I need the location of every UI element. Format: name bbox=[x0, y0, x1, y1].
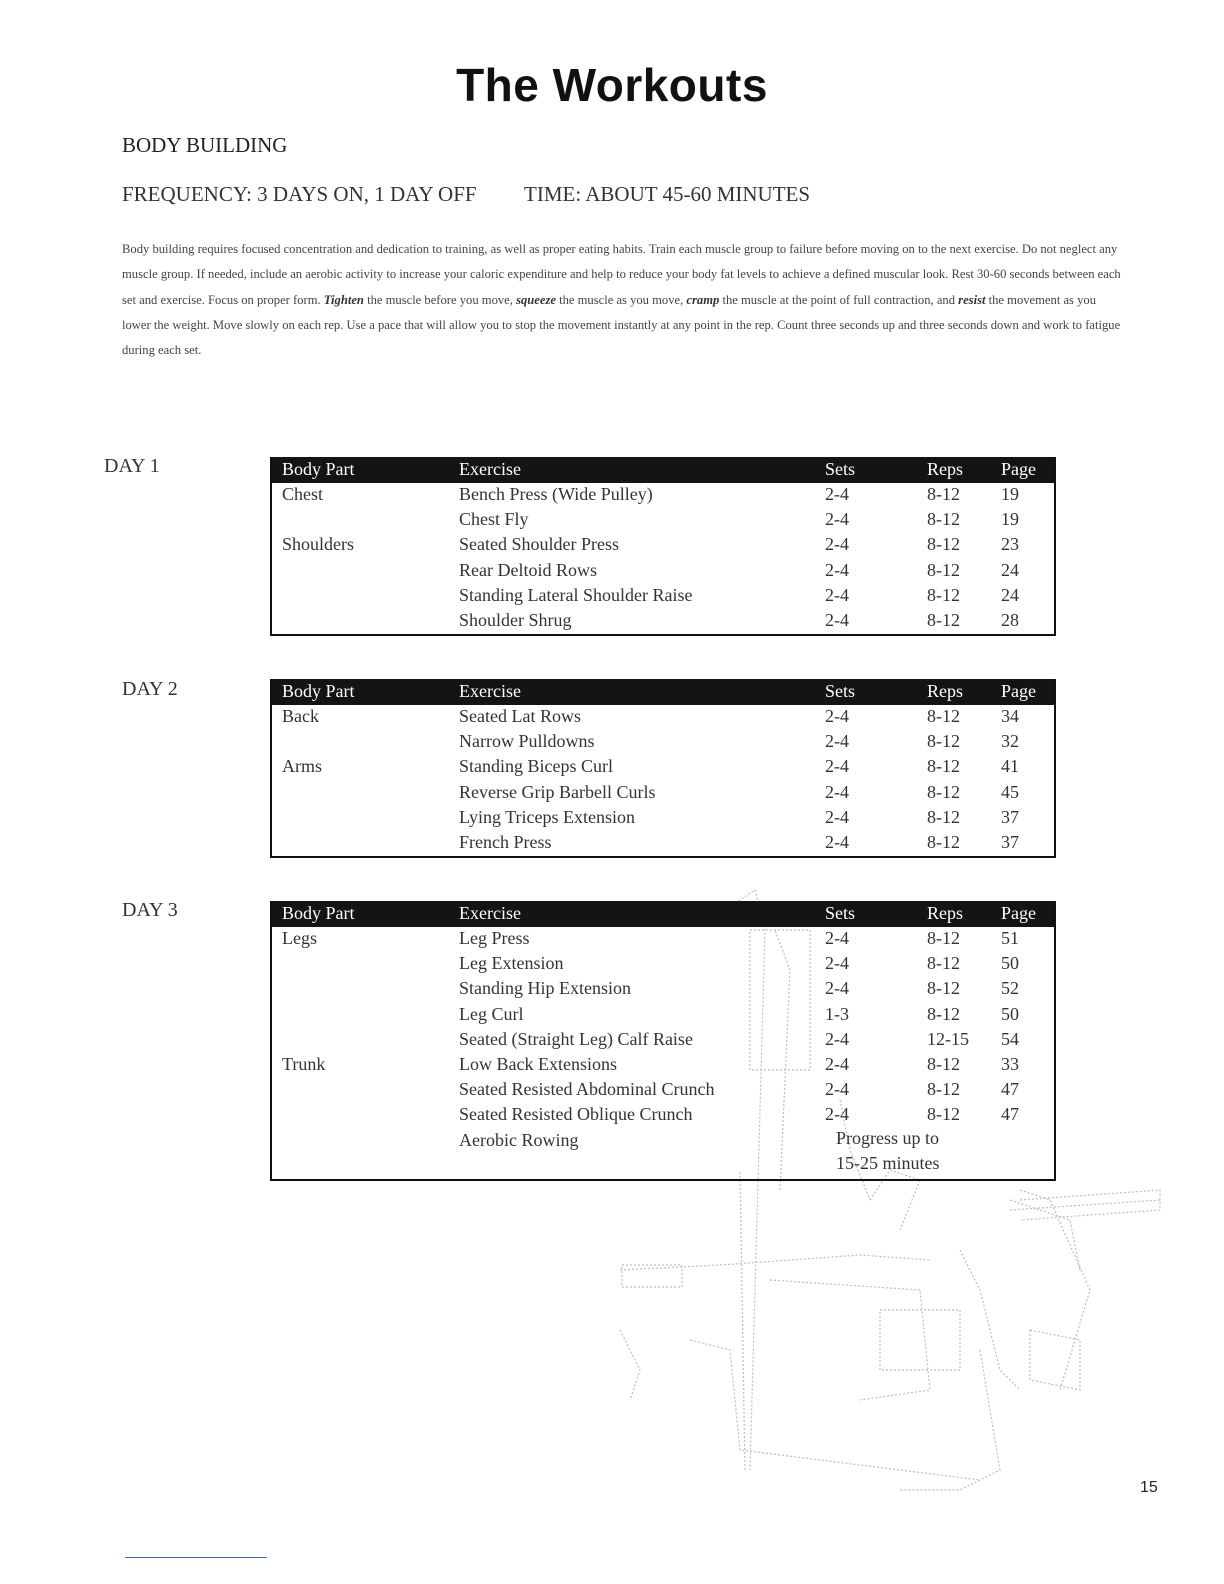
table-row bbox=[272, 508, 1054, 533]
reps-cell: 8-12 bbox=[927, 756, 960, 777]
reps-cell: 8-12 bbox=[927, 1053, 960, 1074]
intro-text: the muscle at the point of full contraction, and bbox=[719, 292, 959, 307]
page-cell: 45 bbox=[1001, 781, 1019, 802]
table-row bbox=[272, 1003, 1054, 1028]
header-reps: Reps bbox=[927, 903, 963, 923]
exercise-cell: Seated (Straight Leg) Calf Raise bbox=[459, 1028, 693, 1049]
sets-cell: 2-4 bbox=[825, 509, 849, 530]
exercise-cell: Narrow Pulldowns bbox=[459, 731, 595, 752]
day-3-label: DAY 3 bbox=[122, 899, 178, 921]
page-cell: 50 bbox=[1001, 1003, 1019, 1024]
intro-text: the muscle before you move, bbox=[363, 292, 517, 307]
table-row bbox=[272, 609, 1054, 634]
body-part-cell: Arms bbox=[282, 756, 322, 777]
header-sets: Sets bbox=[825, 681, 856, 701]
sets-cell: 2-4 bbox=[825, 756, 849, 777]
sets-cell: 2-4 bbox=[825, 928, 849, 948]
page-cell: 19 bbox=[1001, 484, 1019, 504]
emphasis-squeeze: squeeze bbox=[516, 292, 556, 307]
exercise-cell: Standing Biceps Curl bbox=[459, 756, 613, 777]
day-2-table bbox=[270, 679, 1056, 858]
page-cell: 54 bbox=[1001, 1028, 1019, 1049]
duration-note-line: Progress up to bbox=[836, 1127, 939, 1148]
table-row bbox=[272, 533, 1054, 558]
reps-cell: 8-12 bbox=[927, 731, 960, 752]
sets-cell: 2-4 bbox=[825, 706, 849, 726]
page-cell: 51 bbox=[1001, 928, 1019, 948]
reps-cell: 8-12 bbox=[927, 1003, 960, 1024]
table-header bbox=[272, 457, 1054, 483]
day-2-label: DAY 2 bbox=[122, 678, 178, 700]
sets-cell: 2-4 bbox=[825, 953, 849, 974]
exercise-cell: Standing Hip Extension bbox=[459, 978, 631, 999]
time-label: TIME: ABOUT 45-60 MINUTES bbox=[524, 182, 811, 206]
exercise-cell: Chest Fly bbox=[459, 509, 529, 530]
body-part-cell: Legs bbox=[282, 928, 317, 948]
page-cell: 33 bbox=[1001, 1053, 1019, 1074]
exercise-cell: Low Back Extensions bbox=[459, 1053, 617, 1074]
page-cell: 28 bbox=[1001, 609, 1019, 630]
header-reps: Reps bbox=[927, 459, 963, 479]
sets-cell: 2-4 bbox=[825, 831, 849, 852]
sets-cell: 2-4 bbox=[825, 1053, 849, 1074]
reps-cell: 8-12 bbox=[927, 978, 960, 999]
sets-cell: 2-4 bbox=[825, 584, 849, 605]
header-exercise: Exercise bbox=[459, 681, 521, 701]
section-title: BODY BUILDING bbox=[122, 133, 288, 157]
exercise-cell: Seated Resisted Abdominal Crunch bbox=[459, 1079, 715, 1100]
header-sets: Sets bbox=[825, 903, 856, 923]
reps-cell: 8-12 bbox=[927, 1079, 960, 1100]
exercise-cell: Seated Lat Rows bbox=[459, 706, 581, 726]
table-row bbox=[272, 781, 1054, 806]
exercise-cell: Aerobic Rowing bbox=[459, 1129, 579, 1150]
table-row bbox=[272, 927, 1054, 952]
body-part-cell: Trunk bbox=[282, 1053, 326, 1074]
header-sets: Sets bbox=[825, 459, 856, 479]
exercise-cell: Seated Resisted Oblique Crunch bbox=[459, 1104, 693, 1125]
table-row bbox=[272, 730, 1054, 755]
reps-cell: 8-12 bbox=[927, 953, 960, 974]
table-row bbox=[272, 584, 1054, 609]
table-row bbox=[272, 483, 1054, 508]
exercise-cell: Leg Extension bbox=[459, 953, 564, 974]
header-page: Page bbox=[1001, 903, 1036, 923]
intro-text: the muscle as you move, bbox=[555, 292, 687, 307]
exercise-cell: Bench Press (Wide Pulley) bbox=[459, 484, 653, 504]
exercise-cell: Leg Press bbox=[459, 928, 530, 948]
footer-rule bbox=[125, 1557, 267, 1558]
emphasis-cramp: cramp bbox=[686, 292, 720, 307]
aerobic-rowing-row bbox=[272, 1129, 1054, 1179]
emphasis-resist: resist bbox=[958, 292, 986, 307]
body-part-cell: Back bbox=[282, 706, 319, 726]
body-part-cell: Chest bbox=[282, 484, 324, 504]
reps-cell: 8-12 bbox=[927, 1104, 960, 1125]
reps-cell: 8-12 bbox=[927, 831, 960, 852]
page-cell: 24 bbox=[1001, 584, 1019, 605]
table-row bbox=[272, 559, 1054, 584]
reps-cell: 8-12 bbox=[927, 706, 960, 726]
exercise-cell: Standing Lateral Shoulder Raise bbox=[459, 584, 693, 605]
reps-cell: 8-12 bbox=[927, 534, 960, 555]
sets-cell: 2-4 bbox=[825, 781, 849, 802]
table-row bbox=[272, 977, 1054, 1002]
table-row bbox=[272, 1028, 1054, 1053]
header-page: Page bbox=[1001, 459, 1036, 479]
header-body-part: Body Part bbox=[282, 903, 355, 923]
exercise-cell: French Press bbox=[459, 831, 552, 852]
sets-cell: 2-4 bbox=[825, 1028, 849, 1049]
reps-cell: 8-12 bbox=[927, 609, 960, 630]
page-cell: 47 bbox=[1001, 1079, 1019, 1100]
day-3-table bbox=[270, 901, 1056, 1181]
exercise-cell: Leg Curl bbox=[459, 1003, 524, 1024]
page-cell: 34 bbox=[1001, 706, 1019, 726]
sets-cell: 2-4 bbox=[825, 609, 849, 630]
page-cell: 50 bbox=[1001, 953, 1019, 974]
header-body-part: Body Part bbox=[282, 459, 355, 479]
frequency-label: FREQUENCY: 3 DAYS ON, 1 DAY OFF bbox=[122, 182, 477, 206]
exercise-cell: Reverse Grip Barbell Curls bbox=[459, 781, 656, 802]
reps-cell: 8-12 bbox=[927, 509, 960, 530]
table-header bbox=[272, 901, 1054, 927]
exercise-cell: Seated Shoulder Press bbox=[459, 534, 619, 555]
day-1-label: DAY 1 bbox=[104, 455, 160, 477]
header-body-part: Body Part bbox=[282, 681, 355, 701]
sets-cell: 2-4 bbox=[825, 731, 849, 752]
intro-text: Body building requires focused concentration and dedication to training, as well as proper eating habits. Train each muscle group to failure before moving on to the next exercise. Do not neglect any muscle group. If needed, include an aerobic activity to increase your caloric expenditure and help to reduce your body fat levels to achieve a defined muscular look. Rest 30-60 seconds between each set and exercise. Focus on proper form. bbox=[122, 242, 1121, 307]
page-cell: 23 bbox=[1001, 534, 1019, 555]
reps-cell: 8-12 bbox=[927, 584, 960, 605]
intro-text: the movement as you lower the weight. Move slowly on each rep. Use a pace that will allow you to stop the movement instantly at any point in the rep. Count three seconds up and three seconds down and work to fatigue during each set. bbox=[122, 292, 1121, 358]
table-header bbox=[272, 679, 1054, 705]
header-exercise: Exercise bbox=[459, 903, 521, 923]
page-number: 15 bbox=[1140, 1479, 1158, 1496]
sets-cell: 2-4 bbox=[825, 559, 849, 580]
reps-cell: 8-12 bbox=[927, 781, 960, 802]
page-cell: 24 bbox=[1001, 559, 1019, 580]
page-cell: 37 bbox=[1001, 831, 1019, 852]
table-row bbox=[272, 705, 1054, 730]
duration-note bbox=[836, 1126, 1036, 1176]
body-part-cell: Shoulders bbox=[282, 534, 354, 555]
sets-cell: 2-4 bbox=[825, 484, 849, 504]
intro-paragraph bbox=[122, 237, 1122, 363]
table-row bbox=[272, 806, 1054, 831]
reps-cell: 8-12 bbox=[927, 484, 960, 504]
reps-cell: 8-12 bbox=[927, 928, 960, 948]
reps-cell: 8-12 bbox=[927, 806, 960, 827]
table-row bbox=[272, 1078, 1054, 1103]
table-row bbox=[272, 755, 1054, 780]
sets-cell: 1-3 bbox=[825, 1003, 849, 1024]
sets-cell: 2-4 bbox=[825, 978, 849, 999]
exercise-cell: Shoulder Shrug bbox=[459, 609, 572, 630]
header-exercise: Exercise bbox=[459, 459, 521, 479]
emphasis-tighten: Tighten bbox=[323, 292, 364, 307]
reps-cell: 8-12 bbox=[927, 559, 960, 580]
sets-cell: 2-4 bbox=[825, 1079, 849, 1100]
sets-cell: 2-4 bbox=[825, 1104, 849, 1125]
page-cell: 41 bbox=[1001, 756, 1019, 777]
day-1-table bbox=[270, 457, 1056, 636]
page-cell: 47 bbox=[1001, 1104, 1019, 1125]
exercise-cell: Rear Deltoid Rows bbox=[459, 559, 597, 580]
page-cell: 19 bbox=[1001, 509, 1019, 530]
sets-cell: 2-4 bbox=[825, 806, 849, 827]
table-row bbox=[272, 831, 1054, 856]
exercise-cell: Lying Triceps Extension bbox=[459, 806, 636, 827]
page-cell: 37 bbox=[1001, 806, 1019, 827]
reps-cell: 12-15 bbox=[927, 1028, 969, 1049]
page-cell: 52 bbox=[1001, 978, 1019, 999]
table-row bbox=[272, 1053, 1054, 1078]
table-row bbox=[272, 952, 1054, 977]
page-title: The Workouts bbox=[456, 59, 768, 111]
page-cell: 32 bbox=[1001, 731, 1019, 752]
duration-note-line: 15-25 minutes bbox=[836, 1152, 940, 1173]
sets-cell: 2-4 bbox=[825, 534, 849, 555]
header-reps: Reps bbox=[927, 681, 963, 701]
header-page: Page bbox=[1001, 681, 1036, 701]
